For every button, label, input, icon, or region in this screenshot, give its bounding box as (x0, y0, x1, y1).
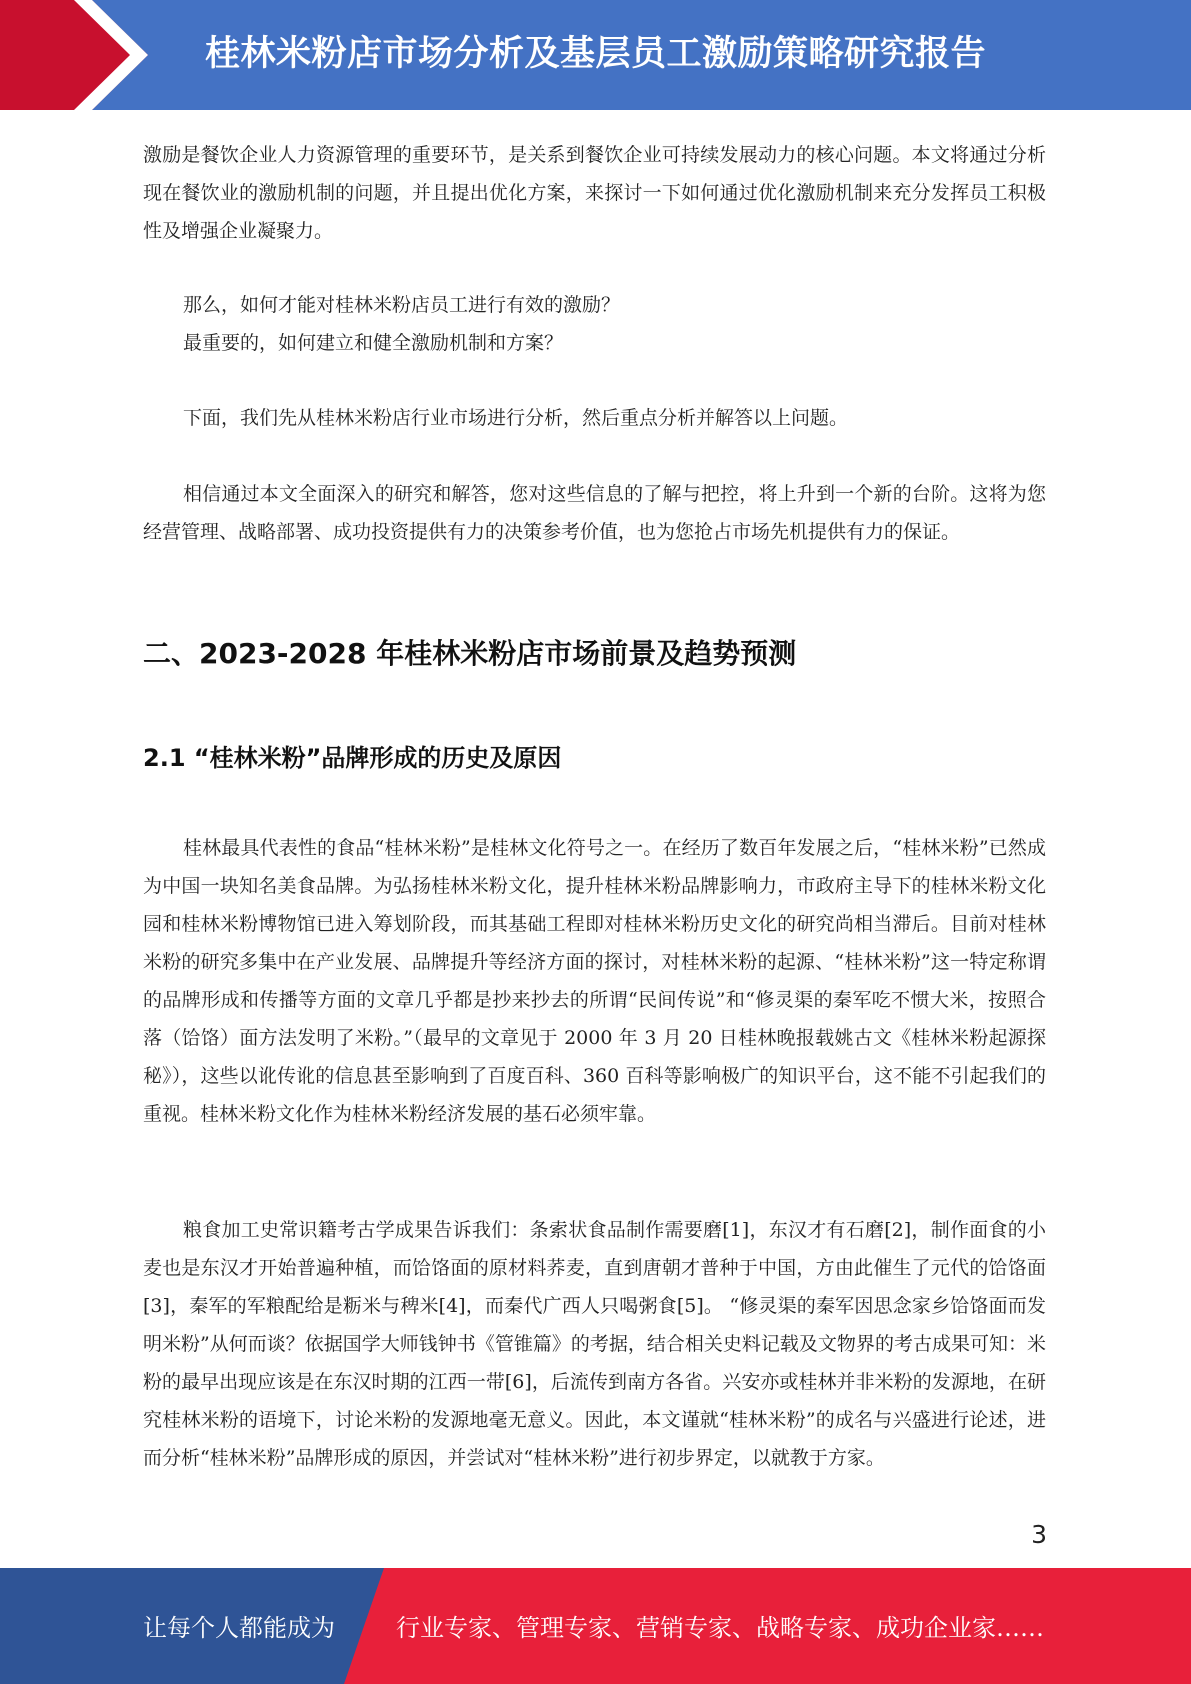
section-2-paragraph-1-block (143, 829, 1046, 1133)
question-1: 那么，如何才能对桂林米粉店员工进行有效的激励？ (183, 294, 621, 316)
section-2-heading-block (143, 632, 1046, 672)
header-arrow-decoration (0, 0, 160, 110)
intro-paragraph-2-block (143, 399, 1046, 437)
section-2-paragraph-1: 桂林最具代表性的食品“桂林米粉”是桂林文化符号之一。在经历了数百年发展之后，“桂林米粉”已然成为中国一块知名美食品牌。为弘扬桂林米粉文化，提升桂林米粉品牌影响力，市政府主导下的桂林米粉文化园和桂林米粉博物馆已进入筹划阶段，而其基础工程即对桂林米粉历史文化的研究尚相当滞后。目前对桂林米粉的研究多集中在产业发展、品牌提升等经济方面的探讨，对桂林米粉的起源、“桂林米粉”这一特定称谓的品牌形成和传播等方面的文章几乎都是抄来抄去的所谓“民间传说”和“修灵渠的秦军吃不惯大米，按照合落（饸饹）面方法发明了米粉。”（最早的文章见于 2000 年 3 月 20 日桂林晚报载姚古文《桂林米粉起源探秘》），这些以讹传讹的信息甚至影响到了百度百科、360 百科等影响极广的知识平台，这不能不引起我们的重视。桂林米粉文化作为桂林米粉经济发展的基石必须牢靠。 (143, 837, 1046, 1125)
intro-paragraph-3-block (143, 475, 1046, 551)
subsection-2-1-heading-block (143, 738, 1046, 773)
footer-slogan-right: 行业专家、管理专家、营销专家、战略专家、成功企业家…… (396, 1614, 1044, 1642)
section-2-heading: 二、2023-2028 年桂林米粉店市场前景及趋势预测 (143, 637, 797, 670)
report-title: 桂林米粉店市场分析及基层员工激励策略研究报告 (205, 34, 987, 74)
page-number: 3 (1031, 1520, 1047, 1549)
section-2-paragraph-2-block (143, 1211, 1046, 1477)
intro-paragraph-2: 下面，我们先从桂林米粉店行业市场进行分析，然后重点分析并解答以上问题。 (183, 407, 849, 429)
header-band (0, 0, 1191, 110)
footer-slogan-left: 让每个人都能成为 (143, 1614, 335, 1642)
intro-paragraph-3: 相信通过本文全面深入的研究和解答，您对这些信息的了解与把控，将上升到一个新的台阶。这将为您经营管理、战略部署、成功投资提供有力的决策参考价值，也为您抢占市场先机提供有力的保证。 (143, 483, 1046, 543)
section-2-paragraph-2: 粮食加工史常识籍考古学成果告诉我们：条索状食品制作需要磨[1]，东汉才有石磨[2]，制作面食的小麦也是东汉才开始普遍种植，而饸饹面的原材料荞麦，直到唐朝才普种于中国，方由此催生了元代的饸饹面[3]，秦军的军粮配给是粝米与稗米[4]，而秦代广西人只喝粥食[5]。 “修灵渠的秦军因思念家乡饸饹面而发明米粉”从何而谈？依据国学大师钱钟书《管锥篇》的考据，结合相关史料记载及文物界的考古成果可知：米粉的最早出现应该是在东汉时期的江西一带[6]，后流传到南方各省。兴安亦或桂林并非米粉的发源地，在研究桂林米粉的语境下，讨论米粉的发源地毫无意义。因此，本文谨就“桂林米粉”的成名与兴盛进行论述，进而分析“桂林米粉”品牌形成的原因，并尝试对“桂林米粉”进行初步界定，以就教于方家。 (143, 1219, 1046, 1469)
subsection-2-1-heading: 2.1 “桂林米粉”品牌形成的历史及原因 (143, 744, 562, 772)
questions-block (143, 286, 1046, 362)
intro-block (143, 136, 1046, 250)
question-2: 最重要的，如何建立和健全激励机制和方案？ (183, 332, 564, 354)
red-arrow-shape (0, 0, 148, 110)
footer-band (0, 1568, 1191, 1684)
intro-paragraph-1: 激励是餐饮企业人力资源管理的重要环节，是关系到餐饮企业可持续发展动力的核心问题。本文将通过分析现在餐饮业的激励机制的问题，并且提出优化方案，来探讨一下如何通过优化激励机制来充分发挥员工积极性及增强企业凝聚力。 (143, 144, 1046, 242)
